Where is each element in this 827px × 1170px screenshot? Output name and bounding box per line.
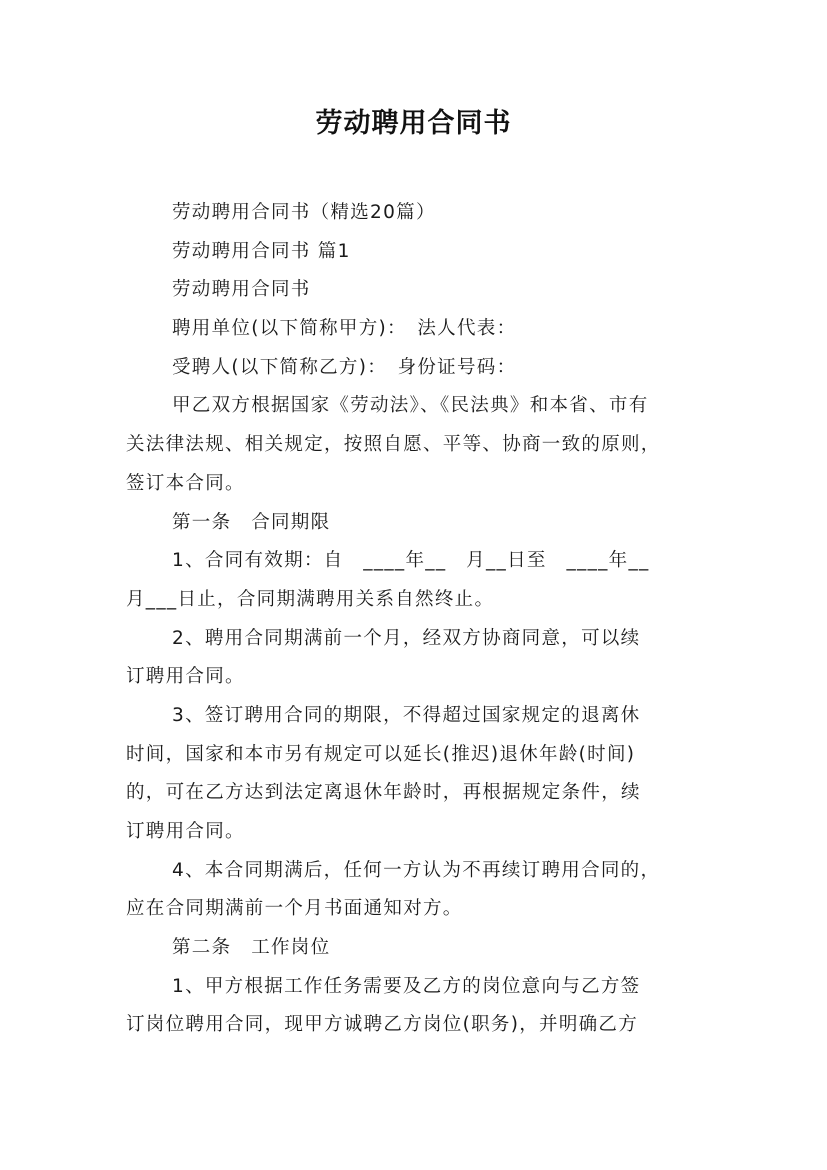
body-line: 聘用单位(以下简称甲方)： 法人代表： <box>172 318 517 340</box>
document-title: 劳动聘用合同书 <box>315 108 512 139</box>
body-line: 订岗位聘用合同，现甲方诚聘乙方岗位(职务)，并明确乙方 <box>126 1014 639 1036</box>
body-line: 订聘用合同。 <box>126 821 245 842</box>
body-line: 甲乙双方根据国家《劳动法》、《民法典》和本省、市有 <box>172 395 649 417</box>
body-line: 时间，国家和本市另有规定可以延长(推迟)退休年龄(时间) <box>126 743 636 765</box>
body-line: 3、签订聘用合同的期限，不得超过国家规定的退离休 <box>172 704 641 726</box>
body-line: 第二条 工作岗位 <box>172 937 331 959</box>
body-line: 订聘用合同。 <box>126 666 245 688</box>
body-line: 关法律法规、相关规定，按照自愿、平等、协商一致的原则， <box>126 434 661 456</box>
body-line: 2、聘用合同期满前一个月，经双方协商同意，可以续 <box>172 627 641 649</box>
body-line: 劳动聘用合同书（精选20篇） <box>172 202 436 223</box>
body-line: 签订本合同。 <box>126 472 245 494</box>
body-line: 月___日止，合同期满聘用关系自然终止。 <box>126 588 495 610</box>
body-line: 劳动聘用合同书 篇1 <box>172 240 351 262</box>
body-line: 4、本合同期满后，任何一方认为不再续订聘用合同的， <box>172 859 661 881</box>
body-line: 1、甲方根据工作任务需要及乙方的岗位意向与乙方签 <box>172 975 641 997</box>
body-line: 受聘人(以下简称乙方)： 身份证号码： <box>172 356 517 378</box>
body-line: 劳动聘用合同书 <box>172 279 311 301</box>
body-line: 1、合同有效期：自 ____年__ 月__日至 ____年__ <box>172 550 650 572</box>
body-line: 的，可在乙方达到法定离退休年龄时，再根据规定条件，续 <box>126 782 641 804</box>
body-line: 第一条 合同期限 <box>172 511 331 533</box>
document-body <box>126 194 706 1045</box>
body-line: 应在合同期满前一个月书面通知对方。 <box>126 898 463 920</box>
